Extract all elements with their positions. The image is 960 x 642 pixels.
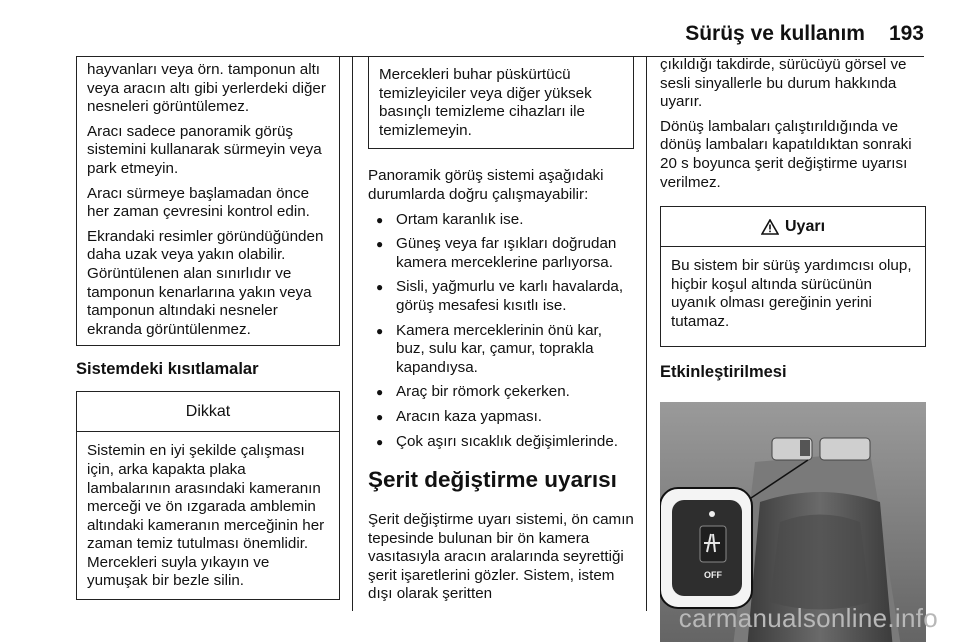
- body-paragraph: çıkıldığı takdirde, sürücüyü görsel ve sesli sinyallerle bu durum hakkında uyarır.: [660, 56, 907, 111]
- notice-title: Dikkat: [77, 392, 339, 432]
- column-3: [660, 56, 926, 642]
- column-divider-2: [646, 56, 647, 611]
- warning-triangle-icon: [761, 219, 779, 235]
- warning-title-bar: [661, 207, 925, 247]
- caution-paragraph: Aracı sürmeye başlamadan önce her zaman çevresini kontrol edin.: [87, 184, 310, 221]
- list-item: ● Sisli, yağmurlu ve karlı havalarda, görüş mesafesi kısıtlı ise.: [368, 278, 634, 315]
- list-item: ● Araç bir römork çekerken.: [368, 383, 634, 402]
- list-item: ● Kamera merceklerinin önü kar, buz, sulu kar, çamur, toprakla kapandıysa.: [368, 322, 634, 378]
- continued-caution-box: [76, 56, 340, 346]
- list-item: ● Çok aşırı sıcaklık değişimlerinde.: [368, 433, 634, 452]
- notice-box: [76, 391, 340, 600]
- section-title: Sürüş ve kullanım: [685, 22, 865, 45]
- body-paragraph: Dönüş lambaları çalıştırıldığında ve dönüş lambaları kapatıldıktan sonraki 20 s boyunca şerit değiştirme uyarısı verilmez.: [660, 117, 912, 191]
- heading-lane-change-warning: Şerit değiştirme uyarısı: [368, 467, 617, 493]
- heading-activation: Etkinleştirilmesi: [660, 362, 787, 381]
- intro-paragraph: Panoramik görüş sistemi aşağıdaki durumlarda doğru çalışmayabilir:: [368, 167, 604, 203]
- lane-change-paragraph: Şerit değiştirme uyarı sistemi, ön camın tepesinde bulunan bir ön kamera vasıtasıyla aracın aralarında seyrettiği şerit işaretlerini gözler. Sistem, istem dışı olarak şeritten: [368, 511, 634, 603]
- warning-box: [660, 206, 926, 346]
- column-1: [76, 56, 340, 600]
- caution-paragraph: Ekrandaki resimler göründüğünden daha uzak veya yakın olabilir. Görüntülenen alan sınırlıdır ve tamponun kenarlarına yakın veya tamponun altındaki nesneler ekranda görüntülenmez.: [87, 227, 324, 338]
- subheading-limitations: Sistemdeki kısıtlamalar: [76, 360, 259, 379]
- off-button-label: OFF: [704, 569, 722, 580]
- caution-paragraph: Aracı sadece panoramik görüş sistemini kullanarak sürmeyin veya park etmeyin.: [87, 122, 322, 177]
- limitations-list: [368, 211, 634, 452]
- list-item: ● Aracın kaza yapması.: [368, 408, 634, 427]
- column-2: [368, 56, 634, 604]
- list-item: ● Güneş veya far ışıkları doğrudan kamera merceklerine parlıyorsa.: [368, 235, 634, 272]
- page-number: 193: [888, 22, 924, 45]
- notice-paragraph: Mercekleri buhar püskürtücü temizleyiciler veya diğer yüksek basınçlı temizleme cihazları ile temizlemeyin.: [379, 66, 592, 139]
- column-divider-1: [352, 56, 353, 611]
- watermark: carmanualsonline.info: [678, 603, 938, 633]
- list-item: ● Ortam karanlık ise.: [368, 211, 634, 230]
- warning-body: Bu sistem bir sürüş yardımcısı olup, hiçbir koşul altında sürücünün uyanık olması gereğinin yerini tutamaz.: [671, 257, 912, 330]
- warning-title: Uyarı: [784, 217, 826, 235]
- continued-notice-box: [368, 56, 634, 149]
- notice-body: Sistemin en iyi şekilde çalışması için, arka kapakta plaka lambalarının arasındaki kameranın merceği ve ön ızgarada amblemin altındaki kameranın merceğinin her zaman temiz tutulması önemlidir. Mercekleri suyla yıkayın ve yumuşak bir bezle silin.: [87, 442, 325, 590]
- caution-paragraph: hayvanları veya örn. tamponun altı veya aracın altı gibi yerlerdeki diğer nesneleri görüntülemez.: [87, 61, 326, 116]
- page-header: [685, 22, 924, 46]
